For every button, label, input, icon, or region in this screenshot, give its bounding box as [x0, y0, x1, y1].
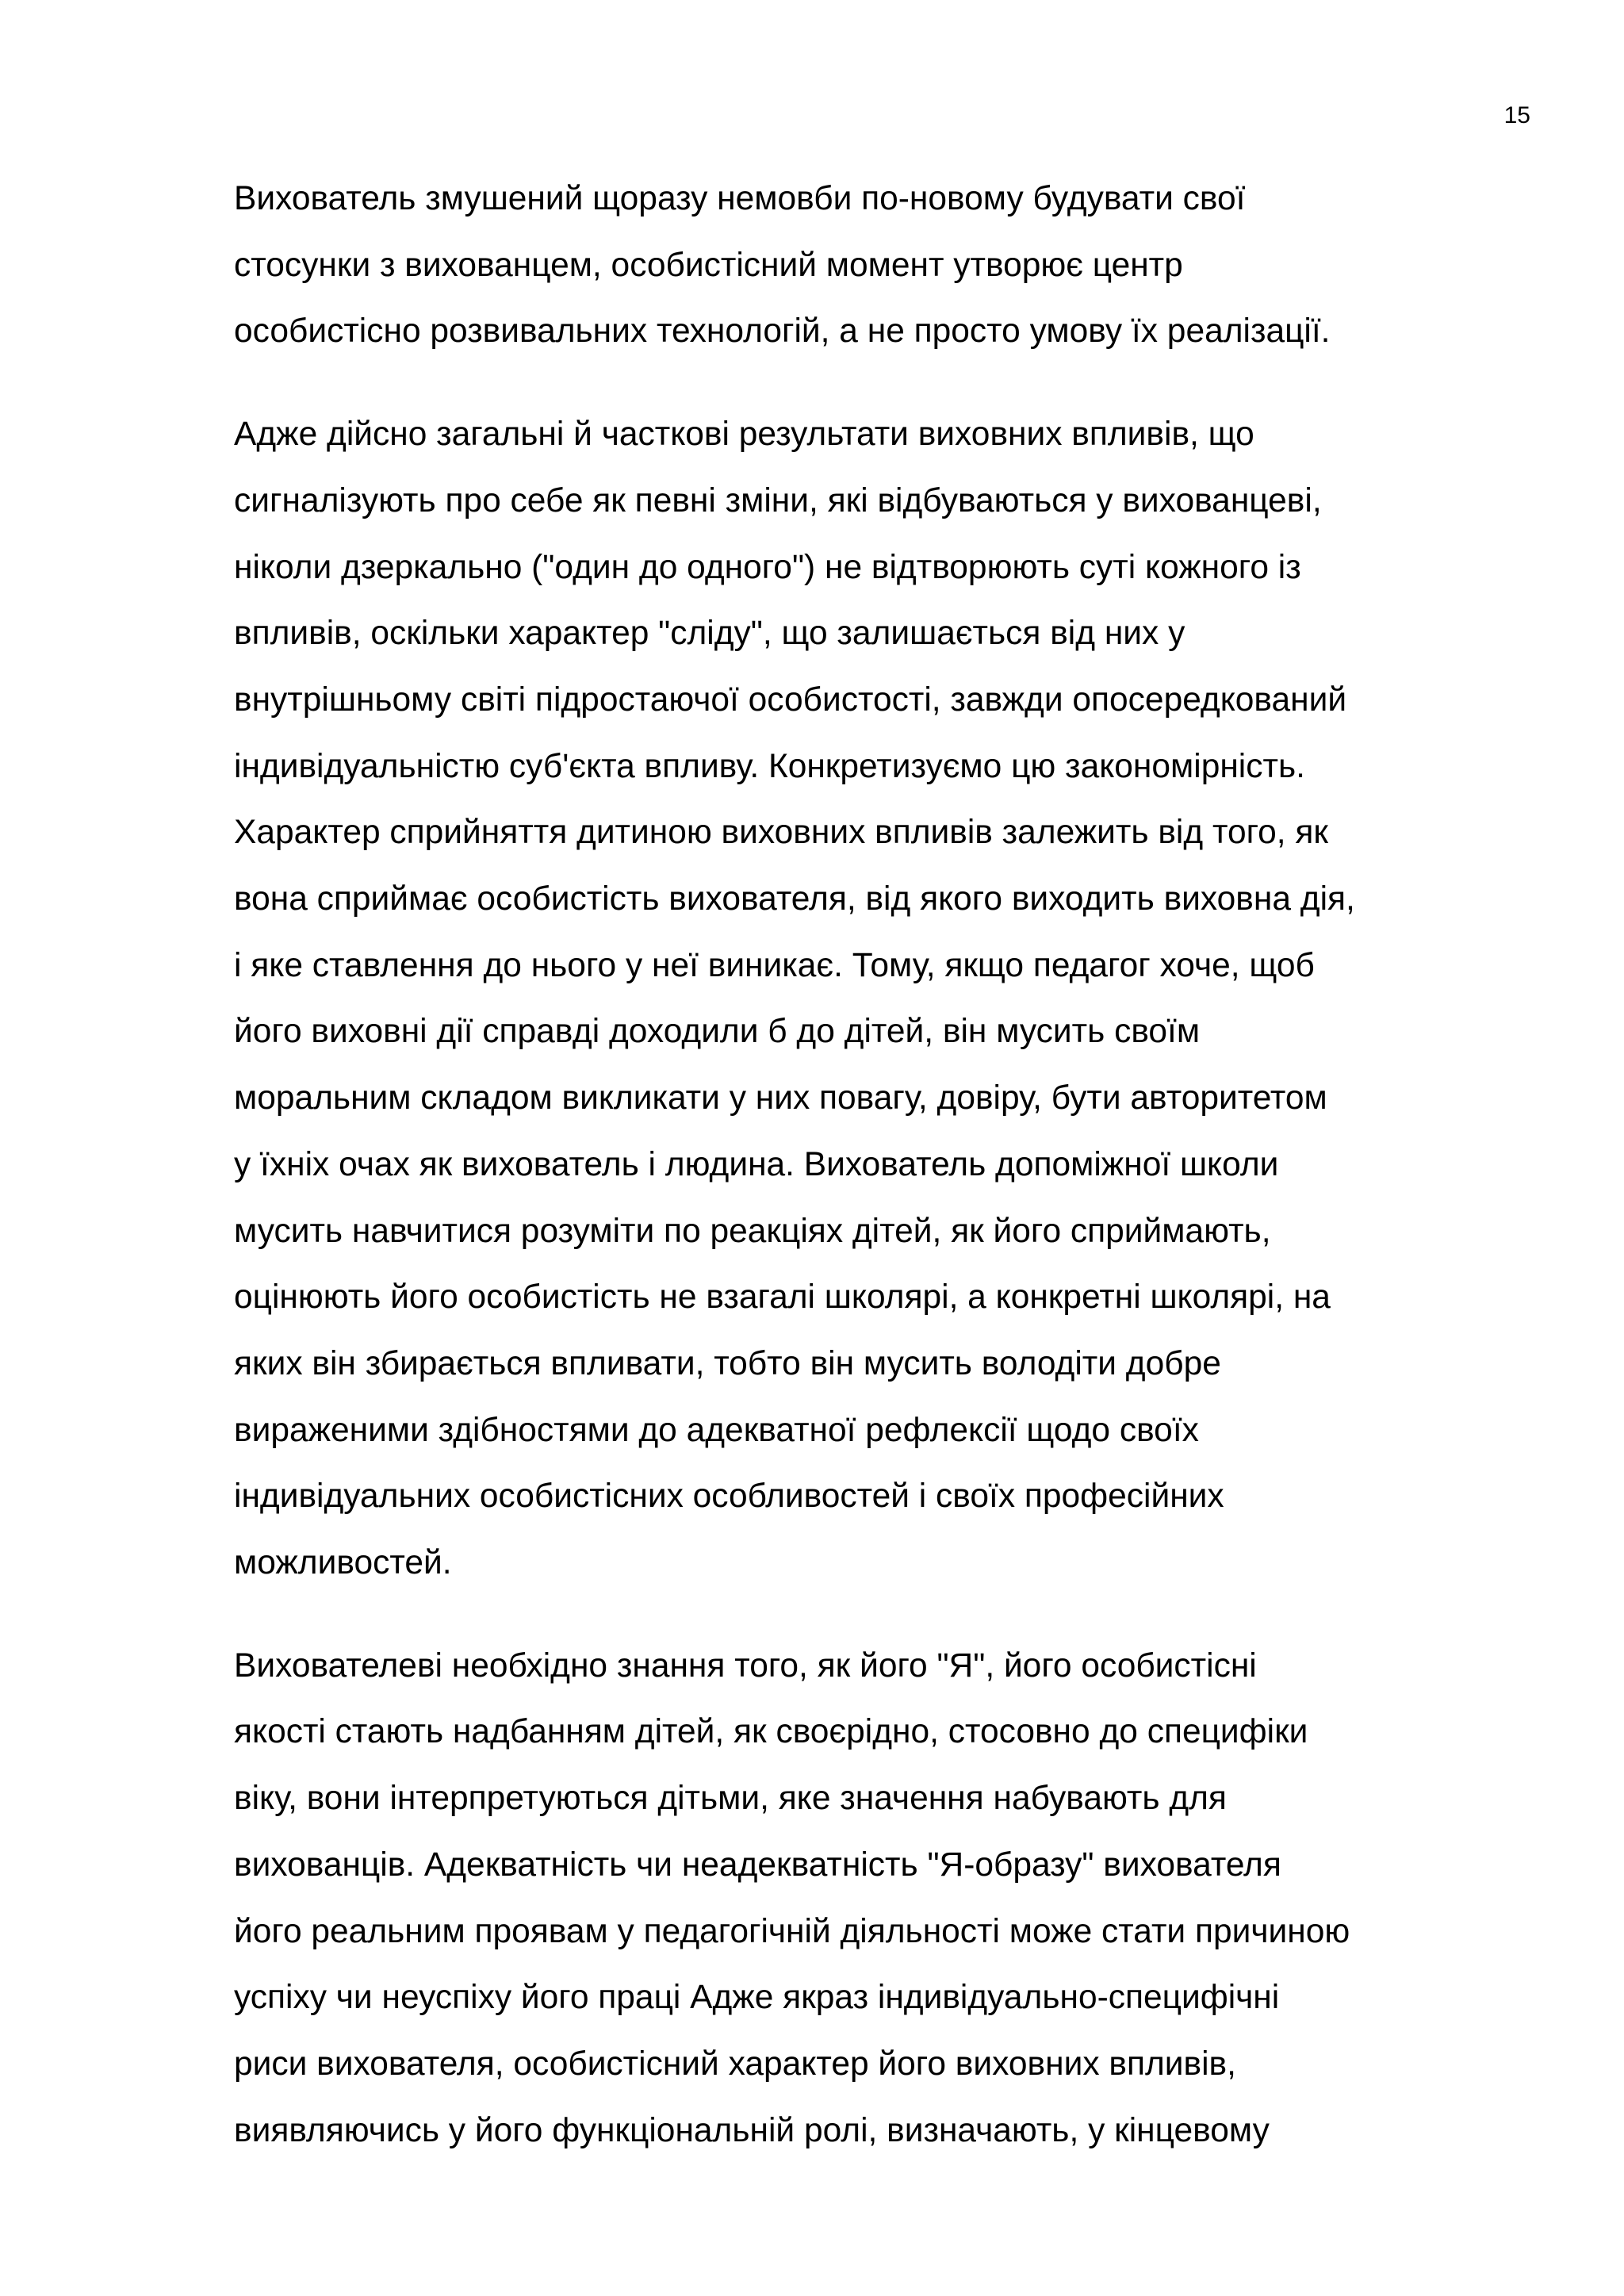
text-line: риси вихователя, особистісний характер його виховних впливів, — [234, 2045, 1236, 2083]
paragraph — [234, 1633, 1534, 2164]
page-number: 15 — [1503, 102, 1530, 128]
text-line: Вихователеві необхідно знання того, як його "Я", його особистісні — [234, 1646, 1257, 1685]
text-line: вихованців. Адекватність чи неадекватність "Я-образу" вихователя — [234, 1846, 1281, 1884]
text-line: внутрішньому світі підростаючої особистості, завжди опосередкований — [234, 680, 1347, 719]
text-line: ніколи дзеркально ("один до одного") не відтворюють суті кожного із — [234, 548, 1301, 586]
text-line: сигналізують про себе як певні зміни, які відбуваються у вихованцеві, — [234, 481, 1322, 519]
text-line: якості стають надбанням дітей, як своєрідно, стосовно до специфіки — [234, 1713, 1308, 1751]
paragraph — [234, 401, 1534, 1596]
body-text — [234, 166, 1534, 2200]
text-line: його виховні дії справді доходили б до дітей, він мусить своїм — [234, 1013, 1201, 1051]
text-line: Адже дійсно загальні й часткові результати виховних впливів, що — [234, 416, 1254, 454]
text-line: вираженими здібностями до адекватної рефлексії щодо своїх — [234, 1411, 1199, 1449]
text-line: Характер сприйняття дитиною виховних впливів залежить від того, як — [234, 814, 1329, 852]
text-line: індивідуальністю суб'єкта впливу. Конкретизуємо цю закономірність. — [234, 747, 1305, 785]
text-line: впливів, оскільки характер "сліду", що залишається від них у — [234, 615, 1185, 653]
text-line: його реальним проявам у педагогічній діяльності може стати причиною — [234, 1912, 1350, 1950]
text-line: і яке ставлення до нього у неї виникає. Тому, якщо педагог хоче, щоб — [234, 946, 1315, 984]
text-line: яких він збирається впливати, тобто він мусить володіти добре — [234, 1344, 1221, 1382]
text-line: виявляючись у його функціональній ролі, визначають, у кінцевому — [234, 2111, 1270, 2149]
text-line: стосунки з вихованцем, особистісний момент утворює центр — [234, 246, 1183, 284]
text-line: мусить навчитися розуміти по реакціях дітей, як його сприймають, — [234, 1212, 1271, 1250]
text-line: вона сприймає особистість вихователя, від якого виходить виховна дія, — [234, 880, 1355, 918]
text-line: у їхніх очах як вихователь і людина. Вихователь допоміжної школи — [234, 1145, 1279, 1183]
text-line: віку, вони інтерпретуються дітьми, яке значення набувають для — [234, 1780, 1227, 1818]
text-line: особистісно розвивальних технологій, а не просто умову їх реалізації. — [234, 312, 1331, 351]
text-line: оцінюють його особистість не взагалі школярі, а конкретні школярі, на — [234, 1278, 1331, 1317]
text-line: успіху чи неуспіху його праці Адже якраз індивідуально-специфічні — [234, 1979, 1280, 2017]
text-line: можливостей. — [234, 1544, 452, 1582]
text-line: індивідуальних особистісних особливостей і своїх професійних — [234, 1478, 1224, 1516]
paragraph — [234, 166, 1534, 365]
text-line: Вихователь змушений щоразу немовби по-новому будувати свої — [234, 180, 1246, 217]
text-line: моральним складом викликати у них повагу, довіру, бути авторитетом — [234, 1079, 1327, 1117]
